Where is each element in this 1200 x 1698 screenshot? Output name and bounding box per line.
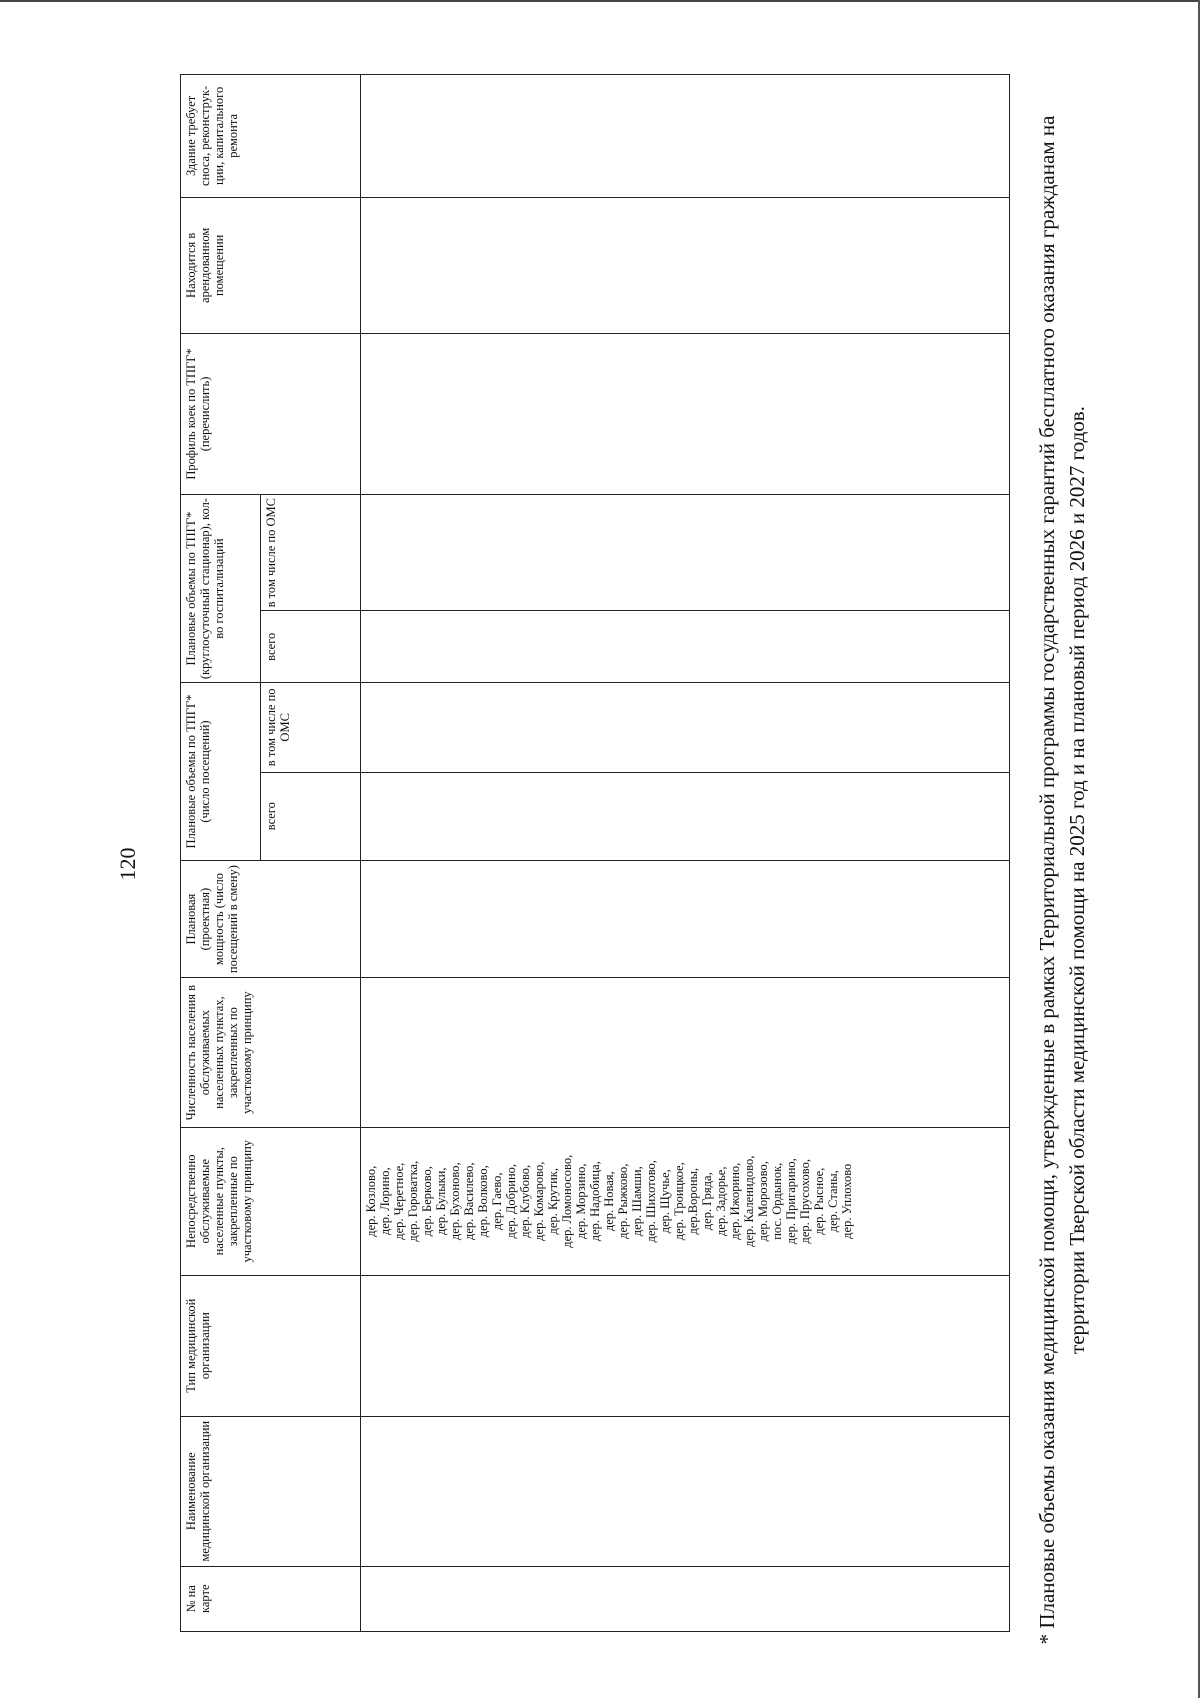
village-item: дер. Калeнидово, (742, 1155, 756, 1247)
village-item: дер. Щучье, (658, 1169, 672, 1234)
table-container (180, 74, 1010, 1632)
header-hosp-group: Плановые объемы по ТПГГ* (круглосуточный стационар), кол-во госпитализаций (181, 495, 261, 683)
cell-org-type (361, 1275, 1010, 1416)
objects-table (180, 74, 1010, 1632)
village-item: дер. Пригарино, (784, 1158, 798, 1245)
village-item: дер. Комарово, (532, 1161, 546, 1241)
village-item: дер. Козлово, (364, 1165, 378, 1237)
header-population: Численность населения в обслуживаемых населенных пунктах, закрепленных по участковому принципу (181, 978, 361, 1128)
village-item: дер. Гряда, (700, 1172, 714, 1231)
scan-edge (0, 0, 1200, 2)
header-hosp-total: всего (261, 611, 361, 683)
village-item: дер. Морзино, (574, 1163, 588, 1240)
cell-visits-oms (361, 683, 1010, 772)
village-item: пос. Ордынок, (770, 1162, 784, 1240)
page-number: 120 (115, 847, 140, 881)
village-item: дер. Шамши, (630, 1166, 644, 1237)
cell-visits-total (361, 772, 1010, 860)
village-item: дер. Ижорино, (728, 1162, 742, 1240)
header-visits-total: всего (261, 772, 361, 860)
village-item: дер. Рысное, (812, 1167, 826, 1235)
cell-capacity (361, 860, 1010, 977)
village-item: дер. Шихотово, (644, 1160, 658, 1243)
header-org-type: Тип медицинской организации (181, 1275, 361, 1416)
village-item: дер. Клубово, (518, 1164, 532, 1238)
village-item: дер. Берково, (420, 1166, 434, 1237)
header-demolition: Здание требует сноса, реконструк-ции, капитального ремонта (181, 75, 361, 198)
header-map-no: № на карте (181, 1566, 361, 1631)
cell-map-no (361, 1566, 1010, 1631)
header-capacity: Плановая (проектная) мощность (число посещений в смену) (181, 860, 361, 977)
village-item: дер. Гаево, (490, 1172, 504, 1231)
village-item: дер. Задорье, (714, 1166, 728, 1236)
footnote-container (1032, 100, 1122, 1660)
village-item: дер. Крутик, (546, 1168, 560, 1235)
village-item: дер. Прусохово, (798, 1159, 812, 1244)
village-item: дер. Волково, (476, 1165, 490, 1238)
village-item: дер. Рыжково, (616, 1163, 630, 1239)
header-visits-group: Плановые объемы по ТПГГ* (число посещений) (181, 683, 261, 861)
header-rented: Находится в арендованном помещении (181, 197, 361, 333)
village-item: дер. Морозово, (756, 1161, 770, 1242)
village-item: дер. Лорино, (378, 1167, 392, 1236)
cell-population (361, 978, 1010, 1128)
village-item: дер. Булыки, (434, 1167, 448, 1235)
cell-demolition (361, 75, 1010, 198)
header-visits-oms: в том числе по ОМС (261, 683, 361, 772)
footnote: * Плановые объемы оказания медицинской помощи, утвержденные в рамках Территориальной программы государственных гарантий бесплатного оказания гражданам на территории Тверской области медицинской помощи на 2025 год и на плановый период 2026 и 2027 годов. (1035, 115, 1089, 1645)
cell-served-points (361, 1127, 1010, 1275)
village-item: дер. Станы, (826, 1170, 840, 1233)
table-row (361, 75, 1010, 1632)
village-item: дер. Новая, (602, 1171, 616, 1232)
cell-rented (361, 197, 1010, 333)
village-item: дер. Василево, (462, 1162, 476, 1240)
cell-org-name (361, 1416, 1010, 1566)
village-item: дер. Ломоносово, (560, 1154, 574, 1248)
village-item: дер. Троицкое, (672, 1162, 686, 1241)
header-org-name: Наименование медицинской организации (181, 1416, 361, 1566)
village-item: дер. Бухоново, (448, 1162, 462, 1241)
cell-bed-profile (361, 333, 1010, 494)
cell-hosp-oms (361, 495, 1010, 611)
village-item: дер. Надобица, (588, 1161, 602, 1242)
village-item: дер. Добрино, (504, 1163, 518, 1239)
header-served-points: Непосредственно обслуживаемые населенные пункты, закрепленные по участковому принципу (181, 1127, 361, 1275)
village-item: дер. Уплохово (840, 1163, 854, 1239)
village-item: дер.Вороны, (686, 1167, 700, 1235)
village-item: дер. Горовaтка, (406, 1160, 420, 1242)
village-item: дер. Черетное, (392, 1162, 406, 1240)
cell-hosp-total (361, 611, 1010, 683)
header-bed-profile: Профиль коек по ТПГГ* (перечислить) (181, 333, 361, 494)
header-hosp-oms: в том числе по ОМС (261, 495, 361, 611)
